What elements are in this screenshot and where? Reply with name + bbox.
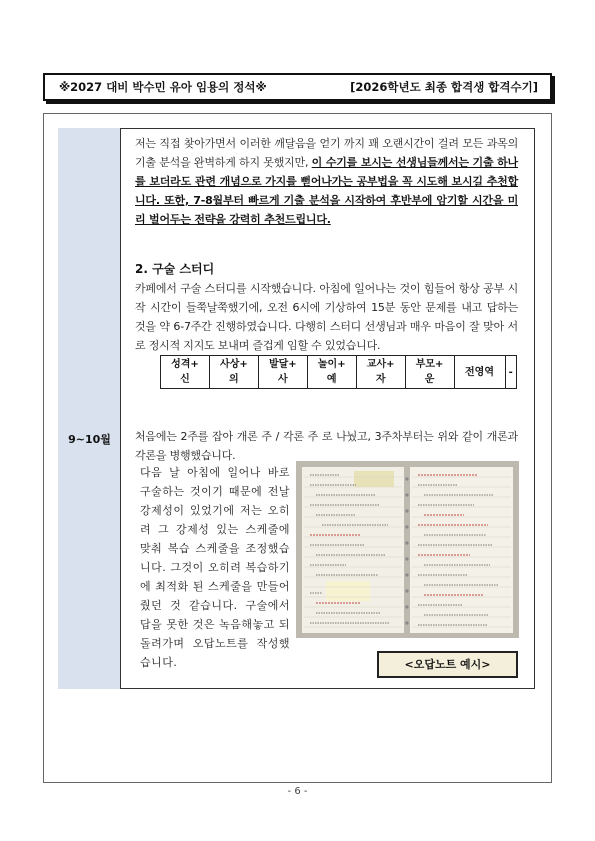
notebook-photo xyxy=(296,461,519,638)
subject-cell: 교사+ 자 xyxy=(356,356,405,389)
subject-cell: 성격+ 신 xyxy=(161,356,210,389)
schedule-paragraph: 처음에는 2주를 잡아 개론 주 / 각론 주 로 나눴고, 3주차부터는 위와 같이 개론과 각론을 병행했습니다. xyxy=(135,430,518,462)
subject-row xyxy=(161,356,517,389)
subject-cell: 놀이+ 예 xyxy=(307,356,356,389)
intro-text: 저는 직접 찾아가면서 이러한 깨달음을 얻기 까지 꽤 오랜시간이 걸려 모든 과목의 기출 분석을 완벽하게 하지 못했지만, xyxy=(135,137,518,169)
page-number: - 6 - xyxy=(287,786,308,797)
subject-cell: 전영역 xyxy=(454,356,505,389)
header-title-right: [2026학년도 최종 합격생 합격수기] xyxy=(350,80,538,94)
subject-table xyxy=(160,355,517,389)
study-paragraph: 카페에서 구술 스터디를 시작했습니다. 아침에 일어나는 것이 힘들어 항상 공부 시작 시간이 들쭉날쭉했기에, 오전 6시에 기상하여 15분 동안 문제를 내고 답하는 것을 약 6-7주간 진행하였습니다. 다행히 스터디 선생님과 매우 마음이 잘 맞아 서로 정시적 지지도 보내며 즐겁게 임할 수 있었습니다. xyxy=(135,282,518,352)
intro-emphasis: 이 수기를 보시는 선생님들께서는 기출 하나를 보더라도 관련 개념으로 가지를 뻗어나가는 공부법을 꼭 시도해 보시길 추천합니다. 또한, 7-8월부터 빠르게 기출 분석을 시작하여 후반부에 암기할 시간을 미리 벌어두는 전략을 강력히 추천드립니다. xyxy=(135,156,518,226)
intro-paragraph xyxy=(135,134,518,229)
document-header xyxy=(43,73,552,101)
subject-cell: 발달+ 사 xyxy=(258,356,307,389)
month-label: 9~10월 xyxy=(68,433,111,446)
photo-caption: <오답노트 예시> xyxy=(377,651,518,678)
section-title: 2. 구술 스터디 xyxy=(135,262,215,276)
subject-cell: 부모+ 운 xyxy=(405,356,454,389)
subject-cell: 사상+ 의 xyxy=(209,356,258,389)
month-column xyxy=(58,128,121,689)
subject-cell: - xyxy=(505,356,517,389)
header-title-left: ※2027 대비 박수민 유아 임용의 정석※ xyxy=(59,80,267,94)
review-paragraph: 다음 날 아침에 일어나 바로 구술하는 것이기 때문에 전날 강제성이 있었기에 저는 오히려 그 강제성 있는 스케줄에 맞춰 복습 스케줄을 조정했습니다. 그것이 오히려 복습하기에 최적화 된 스케줄을 만들어줬던 것 같습니다. 구술에서 답을 못한 것은 녹음해놓고 되돌려가며 오답노트를 작성했습니다. xyxy=(140,466,290,669)
